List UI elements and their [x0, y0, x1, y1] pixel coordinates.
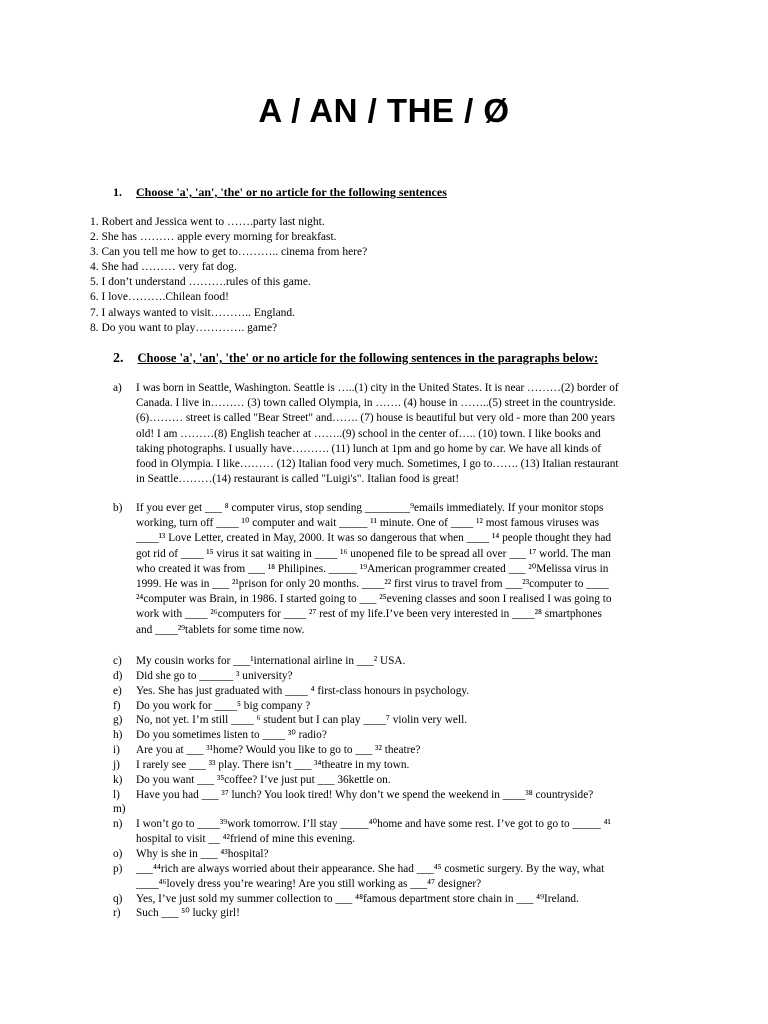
section1-number: 1. [113, 185, 122, 199]
section2-heading-text: Choose 'a', 'an', 'the' or no article for the following sentences in the paragraphs below: [137, 351, 599, 365]
item-text: Why is she in ___ ⁴³hospital? [136, 847, 269, 860]
paragraph-label: b) [113, 502, 123, 514]
paragraph-line: got rid of ____ ¹⁵ virus it sat waiting in ____ ¹⁶ unopened file to be spread all over ___ ¹⁷ world. The man [136, 547, 611, 560]
section2-heading [113, 351, 598, 367]
paragraph-line: I was born in Seattle, Washington. Seattle is …..(1) city in the United States. It is near ………(2) border of [136, 382, 619, 394]
section1-sentence: 2. She has ……… apple every morning for breakfast. [90, 231, 337, 244]
item-text: Do you sometimes listen to ____ ³⁰ radio? [136, 729, 327, 742]
section1-sentence: 7. I always wanted to visit……….. England. [90, 306, 296, 319]
paragraph-line: taking photographs. I usually have………. (11) lunch at 1pm and go home by car. We have all kinds of [136, 442, 601, 455]
section1-sentence: 4. She had ……… very fat dog. [90, 261, 237, 274]
item-text: Do you want ___ ³⁵coffee? I’ve just put ___ 36kettle on. [136, 773, 391, 786]
paragraph-line: and ____²⁹tablets for some time now. [136, 623, 305, 636]
item-text: I won’t go to ____³⁹work tomorrow. I’ll stay _____⁴⁰home and have some rest. I’ve got to go to _____ ⁴¹ [136, 818, 611, 831]
section1-heading [113, 185, 447, 200]
section1-sentence: 3. Can you tell me how to get to……….. cinema from here? [90, 246, 368, 259]
item-text: Are you at ___ ³¹home? Would you like to go to ___ ³² theatre? [136, 744, 421, 757]
item-text: Have you had ___ ³⁷ lunch? You look tired! Why don’t we spend the weekend in ____³⁸ countryside? [136, 788, 594, 801]
paragraph-label: a) [113, 382, 122, 394]
section1-sentence: 1. Robert and Jessica went to …….party last night. [90, 216, 325, 228]
item-label: l) [113, 788, 120, 801]
paragraph-line: food in Olympia. I like……… (12) Italian food very much. Sometimes, I go to……. (13) Italian restaurant [136, 457, 619, 470]
item-label: m) [113, 803, 126, 816]
section1-heading-text: Choose 'a', 'an', 'the' or no article for the following sentences [136, 185, 447, 199]
item-text: My cousin works for ___¹international airline in ___² USA. [136, 655, 406, 667]
paragraph-line: who created it was from ___ ¹⁸ Philipines. _____ ¹⁹American programmer created ___ ²⁰Melissa virus in [136, 562, 609, 575]
item-label: n) [113, 818, 123, 831]
item-text: ___⁴⁴rich are always worried about their appearance. She had ___⁴⁵ cosmetic surgery. By the way, what [136, 862, 605, 875]
item-text: Did she go to ______ ³ university? [136, 669, 293, 682]
item-text: Yes. She has just graduated with ____ ⁴ first-class honours in psychology. [136, 684, 470, 697]
item-text: Yes, I’ve just sold my summer collection to ___ ⁴⁸famous department store chain in ___ ⁴⁹Ireland. [136, 892, 579, 905]
item-label: h) [113, 729, 123, 742]
item-text: Do you work for ____⁵ big company ? [136, 699, 311, 712]
item-label: q) [113, 892, 123, 905]
paragraph-line: ____¹³ Love Letter, created in May, 2000. It was so dangerous that when ____ ¹⁴ people thought they had [136, 532, 612, 545]
item-text: I rarely see ___ ³³ play. There isn’t ___ ³⁴theatre in my town. [136, 758, 410, 771]
section1-sentence: 6. I love……….Chilean food! [90, 291, 229, 304]
paragraph-line: (6)……… street is called "Bear Street" and……. (7) house is beautiful but very old - more than 200 years [136, 412, 615, 425]
item-label: f) [113, 699, 121, 712]
item-text: Such ___ ⁵⁰ lucky girl! [136, 907, 240, 920]
item-label: g) [113, 714, 123, 727]
paragraph-line: 1999. He was in ___ ²¹prison for only 20 months. ____²² first virus to travel from ___²³computer to ____ [136, 577, 609, 590]
item-label: c) [113, 655, 122, 667]
page-title: A / AN / THE / Ø [258, 92, 510, 129]
section1-sentence-list [90, 215, 367, 336]
item-label: e) [113, 684, 122, 697]
item-label: d) [113, 669, 123, 682]
item-label: i) [113, 744, 120, 757]
section1-sentence: 8. Do you want to play…………. game? [90, 321, 278, 334]
paragraph-line: Canada. I live in……… (3) town called Olympia, in ……. (4) house in ……..(5) street in the countryside. [136, 397, 616, 410]
section2-number: 2. [113, 351, 124, 366]
paragraph-line: work with ____ ²⁶computers for ____ ²⁷ rest of my life.I’ve been very interested in ____²⁸ smartphones [136, 608, 602, 621]
item-label: k) [113, 773, 123, 786]
paragraph-line: ²⁴computer was Brain, in 1986. I started going to ___ ²⁵evening classes and soon I realised I was going to [136, 593, 612, 606]
item-label: j) [113, 758, 120, 771]
item-label: p) [113, 862, 123, 875]
item-text: ____⁴⁶lovely dress you’re wearing! Are you still working as ___⁴⁷ designer? [136, 877, 482, 890]
paragraph-line: working, turn off ____ ¹⁰ computer and wait _____ ¹¹ minute. One of ____ ¹² most famous viruses was [136, 517, 600, 530]
paragraph-line: in Seattle………(14) restaurant is called "Luigi's". Italian food is great! [136, 473, 460, 486]
item-label: r) [113, 907, 121, 920]
paragraph-line: old! I am ………(8) English teacher at ……..(9) school in the center of….. (10) town. I like books and [136, 427, 601, 440]
item-text: No, not yet. I’m still ____ ⁶ student but I can play ____⁷ violin very well. [136, 714, 468, 727]
section1-sentence: 5. I don’t understand ……….rules of this game. [90, 276, 311, 289]
item-text: hospital to visit __ ⁴²friend of mine this evening. [136, 833, 356, 846]
paragraph-line: If you ever get ___ ⁸ computer virus, stop sending ________⁹emails immediately. If your monitor stops [136, 502, 604, 514]
item-label: o) [113, 847, 123, 860]
